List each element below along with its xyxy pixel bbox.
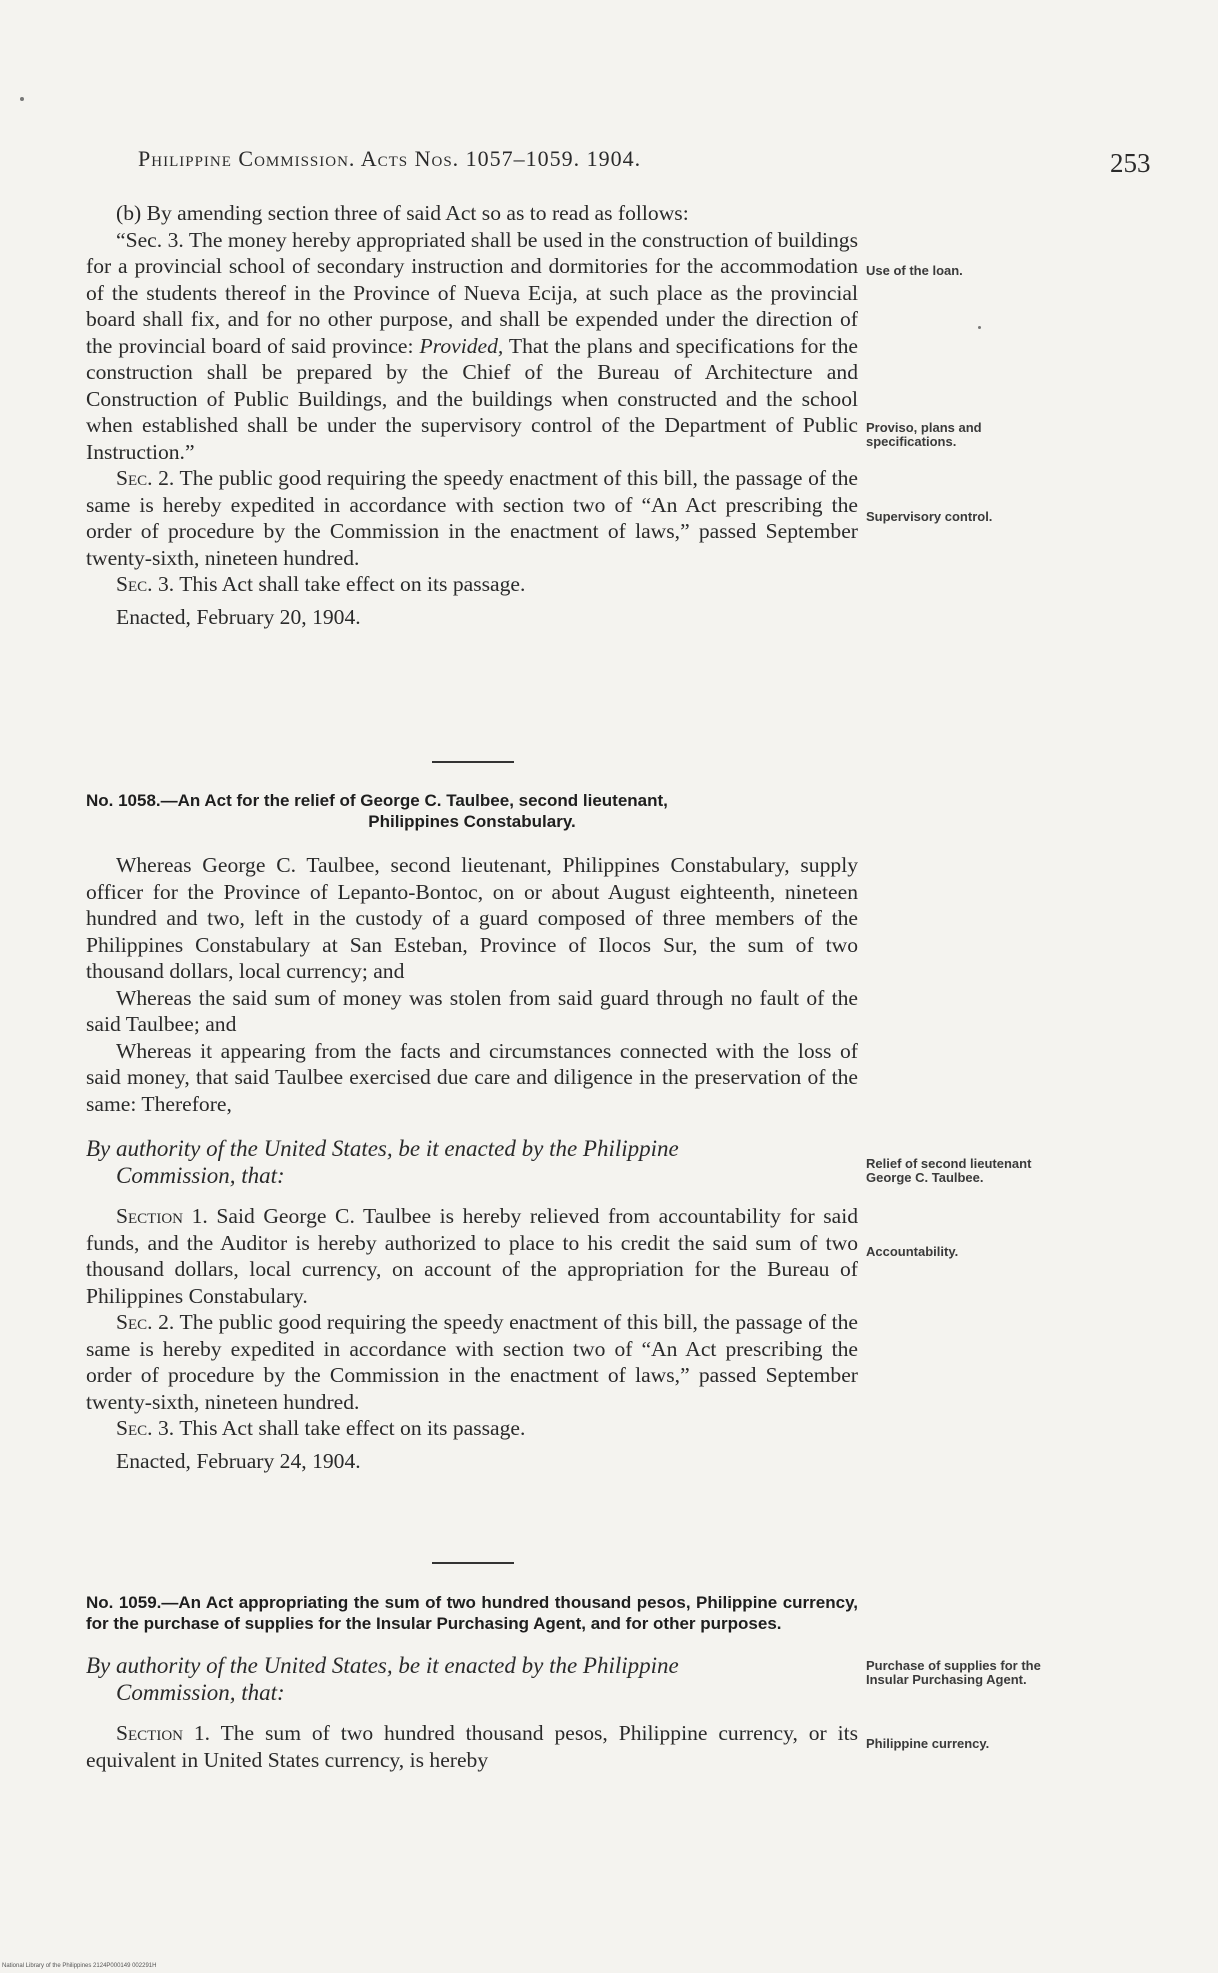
section-label: Sec. 3. (116, 572, 175, 596)
proviso-text: That the plans and specifications for the construction shall be prepared by the Chief of the Bureau of Architecture and Construction of Public Buildings, and the buildings when constructed and the school when established shall be under the supervisory control of the Department of Public Instruction.” (86, 333, 859, 464)
act-1057-conclusion (86, 200, 858, 630)
section-label: Sec. 2. (116, 466, 175, 490)
whereas-clause-2: Whereas the said sum of money was stolen from said guard through no fault of the said Taulbee; and (86, 985, 858, 1036)
act-1057-enacted-date: Enacted, February 20, 1904. (116, 604, 361, 629)
scan-footer: National Library of the Philippines 2124P000149 002291H (2, 1963, 157, 1969)
section-text: This Act shall take effect on its passage. (179, 572, 526, 596)
scan-speck (978, 326, 981, 329)
section-text: The sum of two hundred thousand pesos, Philippine currency, or its equivalent in United States currency, is hereby (86, 1721, 858, 1772)
section-label: Section 1. (116, 1204, 208, 1228)
act-1058-section-1 (86, 1203, 858, 1309)
margin-note-purchase: Purchase of supplies for the Insular Purchasing Agent. (866, 1658, 1041, 1687)
section-text: The public good requiring the speedy enactment of this bill, the passage of the same is hereby expedited in accordance with section two of “An Act prescribing the order of procedure by the Commission in the enactment of laws,” passed September twenty-sixth, nineteen hundred. (86, 466, 859, 570)
amendment-intro: (b) By amending section three of said Act so as to read as follows: (116, 201, 689, 225)
act-1058-enacted-date: Enacted, February 24, 1904. (116, 1448, 361, 1473)
section-label: Sec. 3. (116, 1416, 175, 1440)
amended-section-3-text: “Sec. 3. The money hereby appropriated shall be used in the construction of buildings for a provincial school of secondary instruction and dormitories for the accommodation of the students thereof in the Province of Nueva Ecija, at such place as the provincial board shall fix, and for no other purpose, and shall be expended under the direction of the provincial board of said province: (86, 227, 858, 358)
enacting-clause-line1: By authority of the United States, be it enacted by the Philippine (86, 1136, 679, 1161)
margin-note-use-of-loan: Use of the loan. (866, 263, 963, 278)
proviso-word: Provided, (419, 333, 504, 358)
act-1058-heading-line1: No. 1058.—An Act for the relief of George C. Taulbee, second lieutenant, (86, 791, 668, 810)
section-divider (432, 761, 514, 763)
margin-note-proviso: Proviso, plans and specifications. (866, 420, 982, 449)
margin-note-supervisory: Supervisory control. (866, 509, 993, 524)
section-divider (432, 1562, 514, 1564)
act-1057-section-3 (86, 571, 858, 598)
section-text: The public good requiring the speedy enactment of this bill, the passage of the same is hereby expedited in accordance with section two of “An Act prescribing the order of procedure by the Commission in the enactment of laws,” passed September twenty-sixth, nineteen hundred. (86, 1310, 859, 1414)
act-1059-section-1 (86, 1720, 858, 1773)
act-1057-section-2 (86, 465, 858, 571)
enacting-clause-line2: Commission, that: (116, 1680, 285, 1705)
section-text: This Act shall take effect on its passage. (179, 1416, 526, 1440)
whereas-clause-3: Whereas it appearing from the facts and circumstances connected with the loss of said money, that said Taulbee exercised due care and diligence in the preservation of the same: Therefore, (86, 1038, 858, 1116)
page-number: 253 (1110, 148, 1151, 178)
section-label: Section 1. (116, 1721, 211, 1745)
act-1059 (86, 1592, 858, 1773)
act-1058-heading-line2: Philippines Constabulary. (368, 812, 576, 831)
margin-note-accountability: Accountability. (866, 1244, 959, 1259)
enacting-clause-line2: Commission, that: (116, 1163, 285, 1188)
margin-note-currency: Philippine currency. (866, 1736, 990, 1751)
amended-section-3 (86, 227, 858, 466)
act-1058-section-2 (86, 1309, 858, 1415)
act-1058-heading (86, 790, 858, 832)
scan-speck (20, 97, 24, 101)
section-label: Sec. 2. (116, 1310, 175, 1334)
enacting-clause (86, 1652, 858, 1706)
section-text: Said George C. Taulbee is hereby relieved from accountability for said funds, and the Auditor is hereby authorized to place to his credit the said sum of two thousand dollars, local currency, on account of the appropriation for the Bureau of Philippines Constabulary. (86, 1204, 859, 1308)
whereas-clause-1: Whereas George C. Taulbee, second lieutenant, Philippines Constabulary, supply officer for the Province of Lepanto-Bontoc, on or about August eighteenth, nineteen hundred and two, left in the custody of a guard composed of three members of the Philippines Constabulary at San Esteban, Province of Ilocos Sur, the sum of two thousand dollars, local currency; and (86, 853, 858, 983)
act-1058 (86, 790, 858, 1474)
enacting-clause (86, 1135, 858, 1189)
act-1059-heading: No. 1059.—An Act appropriating the sum of two hundred thousand pesos, Philippine currency, for the purchase of supplies for the Insular Purchasing Agent, and for other purposes. (86, 1593, 858, 1633)
margin-note-relief: Relief of second lieutenant George C. Taulbee. (866, 1156, 1032, 1185)
running-head: Philippine Commission. Acts Nos. 1057–1059. 1904. (138, 146, 642, 171)
act-1058-section-3 (86, 1415, 858, 1442)
enacting-clause-line1: By authority of the United States, be it enacted by the Philippine (86, 1653, 679, 1678)
